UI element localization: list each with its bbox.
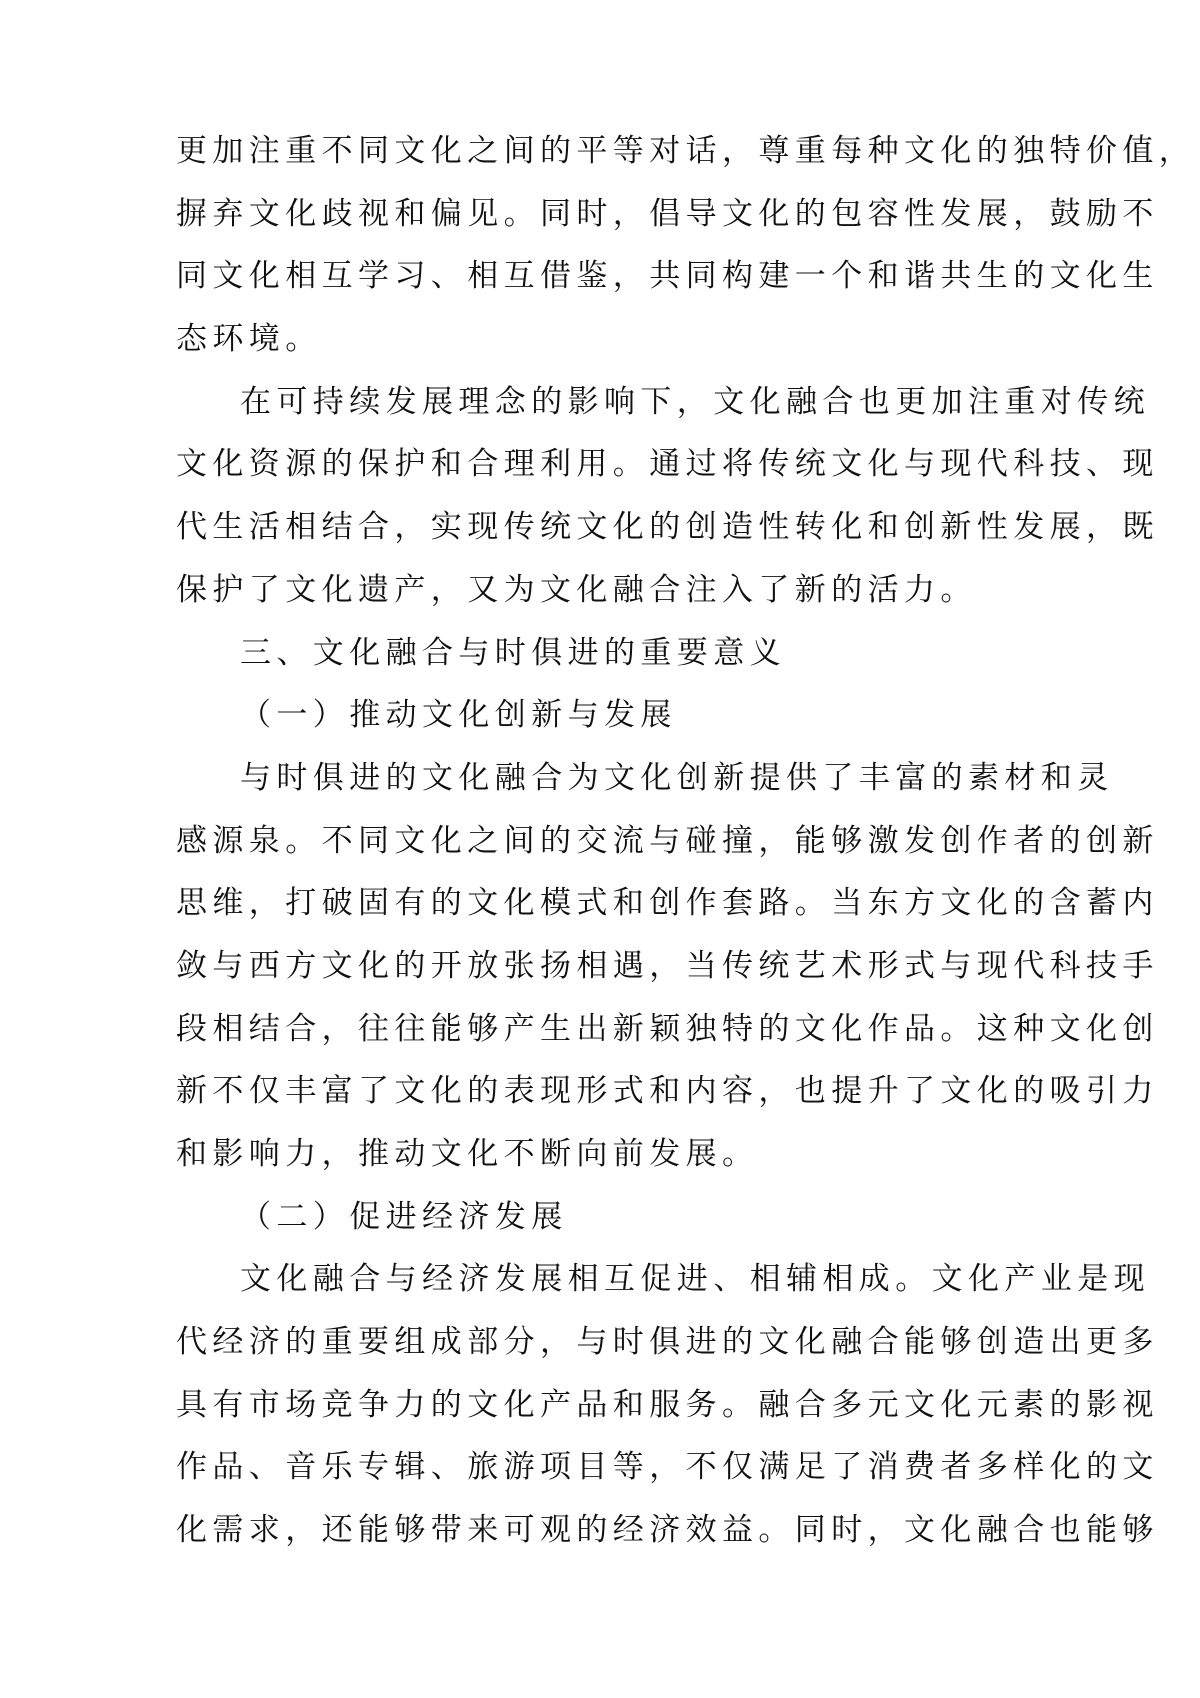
paragraph-first-line: 在可持续发展理念的影响下，文化融合也更加注重对传统 bbox=[240, 383, 1150, 420]
text-line: 化需求，还能够带来可观的经济效益。同时，文化融合也能够 bbox=[176, 1512, 1159, 1549]
text-line: 敛与西方文化的开放张扬相遇，当传统艺术形式与现代科技手 bbox=[176, 947, 1159, 984]
text-line: 段相结合，往往能够产生出新颖独特的文化作品。这种文化创 bbox=[176, 1010, 1159, 1047]
text-line: 更加注重不同文化之间的平等对话，尊重每种文化的独特价值， bbox=[176, 133, 1196, 169]
text-line: 感源泉。不同文化之间的交流与碰撞，能够激发创作者的创新 bbox=[176, 822, 1159, 859]
text-line: 代经济的重要组成部分，与时俱进的文化融合能够创造出更多 bbox=[176, 1324, 1159, 1361]
paragraph-first-line: 文化融合与经济发展相互促进、相辅相成。文化产业是现 bbox=[240, 1261, 1150, 1298]
section-heading: 三、文化融合与时俱进的重要意义 bbox=[240, 634, 786, 671]
text-line: 保护了文化遗产，又为文化融合注入了新的活力。 bbox=[176, 571, 977, 608]
text-line: 文化资源的保护和合理利用。通过将传统文化与现代科技、现 bbox=[176, 446, 1159, 483]
document-body bbox=[176, 120, 1196, 1562]
text-line: 具有市场竞争力的文化产品和服务。融合多元文化元素的影视 bbox=[176, 1386, 1159, 1423]
text-line: 态环境。 bbox=[176, 321, 322, 358]
text-line: 新不仅丰富了文化的表现形式和内容，也提升了文化的吸引力 bbox=[176, 1073, 1159, 1110]
text-line: 思维，打破固有的文化模式和创作套路。当东方文化的含蓄内 bbox=[176, 885, 1159, 922]
text-line: 作品、音乐专辑、旅游项目等，不仅满足了消费者多样化的文 bbox=[176, 1449, 1159, 1486]
text-line: 摒弃文化歧视和偏见。同时，倡导文化的包容性发展，鼓励不 bbox=[176, 195, 1159, 232]
text-line: 和影响力，推动文化不断向前发展。 bbox=[176, 1136, 759, 1172]
paragraph-first-line: 与时俱进的文化融合为文化创新提供了丰富的素材和灵 bbox=[240, 759, 1114, 796]
subsection-heading: （一）推动文化创新与发展 bbox=[240, 697, 677, 734]
text-line: 同文化相互学习、相互借鉴，共同构建一个和谐共生的文化生 bbox=[176, 258, 1159, 295]
text-line: 代生活相结合，实现传统文化的创造性转化和创新性发展，既 bbox=[176, 509, 1159, 546]
subsection-heading: （二）促进经济发展 bbox=[240, 1198, 568, 1235]
